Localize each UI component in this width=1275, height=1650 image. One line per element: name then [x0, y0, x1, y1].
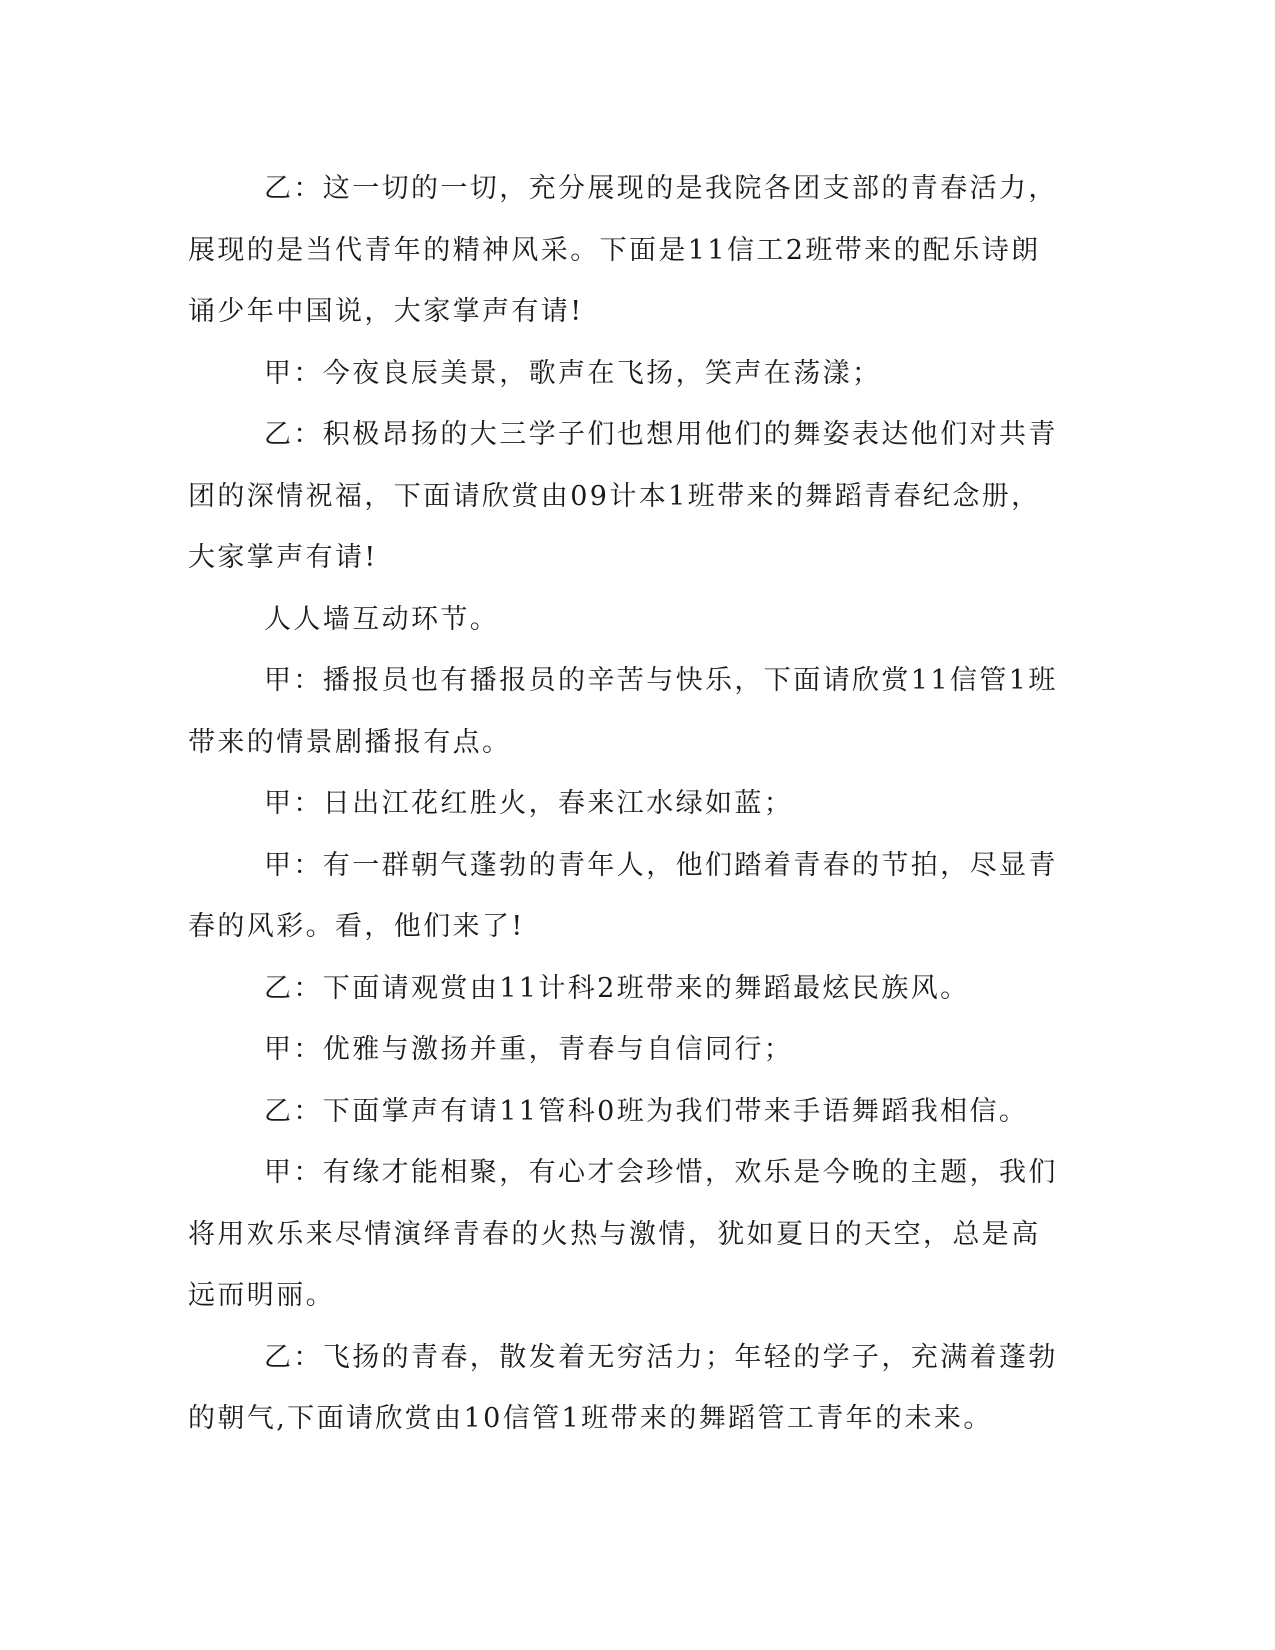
paragraph: 甲：有缘才能相聚，有心才会珍惜，欢乐是今晚的主题，我们将用欢乐来尽情演绎青春的火热与激情，犹如夏日的天空，总是高远而明丽。 [188, 1157, 1058, 1311]
paragraph: 乙：积极昂扬的大三学子们也想用他们的舞姿表达他们对共青团的深情祝福，下面请欣赏由09计本1班带来的舞蹈青春纪念册，大家掌声有请! [188, 419, 1058, 573]
paragraph: 乙：飞扬的青春，散发着无穷活力；年轻的学子，充满着蓬勃的朝气,下面请欣赏由10信管1班带来的舞蹈管工青年的未来。 [188, 1341, 1058, 1434]
paragraph: 乙：这一切的一切，充分展现的是我院各团支部的青春活力，展现的是当代青年的精神风采。下面是11信工2班带来的配乐诗朗诵少年中国说，大家掌声有请! [188, 173, 1058, 327]
paragraph: 人人墙互动环节。 [264, 603, 500, 635]
paragraph: 甲：今夜良辰美景，歌声在飞扬，笑声在荡漾； [264, 357, 882, 389]
document-body [188, 158, 1068, 1450]
paragraph: 甲：播报员也有播报员的辛苦与快乐，下面请欣赏11信管1班带来的情景剧播报有点。 [188, 665, 1058, 758]
paragraph: 甲：有一群朝气蓬勃的青年人，他们踏着青春的节拍，尽显青春的风彩。看，他们来了! [188, 849, 1058, 942]
paragraph: 甲：日出江花红胜火，春来江水绿如蓝； [264, 788, 794, 819]
paragraph: 甲：优雅与激扬并重，青春与自信同行； [264, 1034, 794, 1065]
paragraph: 乙：下面掌声有请11管科0班为我们带来手语舞蹈我相信。 [264, 1095, 1029, 1127]
paragraph: 乙：下面请观赏由11计科2班带来的舞蹈最炫民族风。 [264, 972, 970, 1004]
